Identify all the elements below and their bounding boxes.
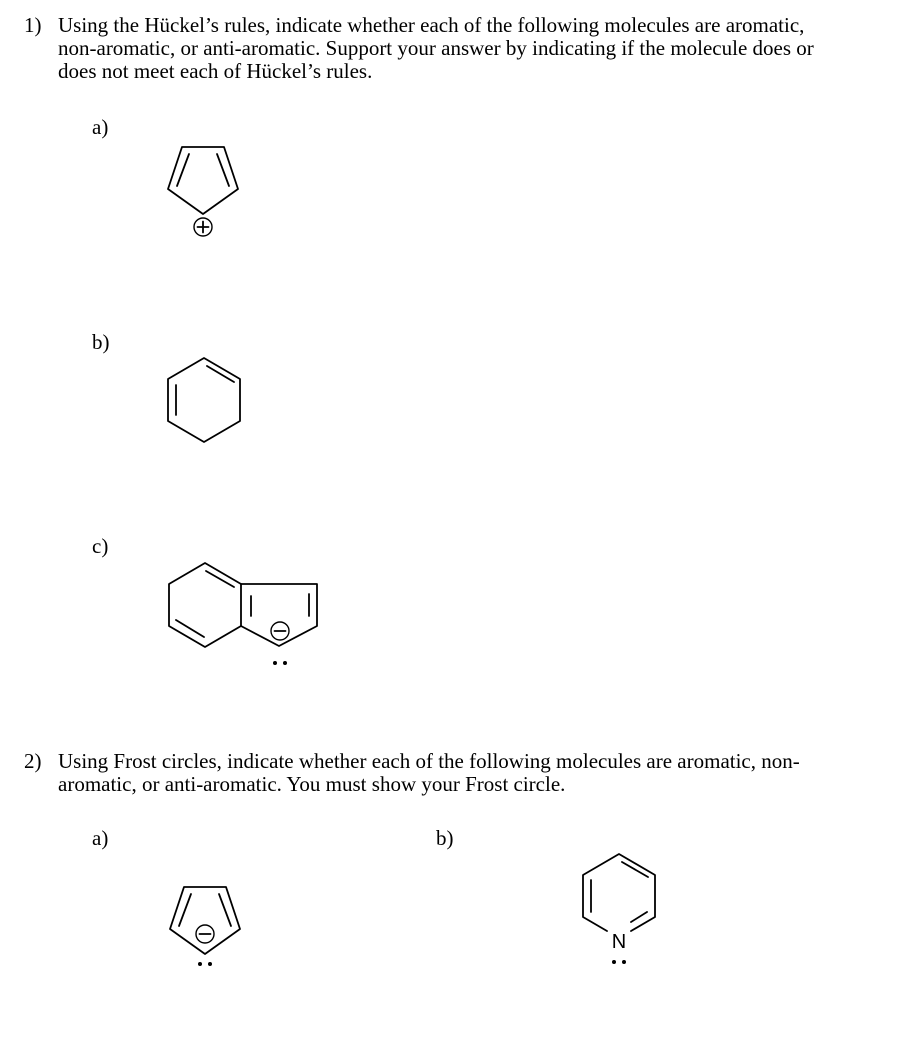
question-1-line: does not meet each of Hückel’s rules. — [58, 59, 373, 83]
molecule-1a-cyclopentadienyl-cation — [168, 147, 238, 236]
part-label-1c: c) — [92, 534, 109, 558]
double-bond-inner — [631, 912, 647, 922]
question-2-number: 2) — [24, 749, 42, 773]
question-2-line: aromatic, or anti-aromatic. You must show your Frost circle. — [58, 772, 566, 796]
question-1-number: 1) — [24, 13, 42, 37]
part-label-1a: a) — [92, 115, 109, 139]
question-1-line: Using the Hückel’s rules, indicate whether each of the following molecules are aromatic, — [58, 13, 805, 37]
lone-pair-dot — [208, 962, 212, 966]
question-1-line: non-aromatic, or anti-aromatic. Support your answer by indicating if the molecule does or — [58, 36, 814, 60]
benzene-ring — [169, 563, 241, 647]
double-bond-inner — [176, 620, 204, 637]
part-label-2a: a) — [92, 826, 109, 850]
molecule-1c-indenyl-anion — [169, 563, 317, 665]
ring-bonds — [583, 854, 655, 931]
question-2-line: Using Frost circles, indicate whether each of the following molecules are aromatic, non- — [58, 749, 800, 773]
lone-pair-dot — [273, 661, 277, 665]
nitrogen-atom-label: N — [611, 931, 627, 953]
molecule-1b-cyclohexene — [168, 358, 240, 442]
part-label-1b: b) — [92, 330, 110, 354]
lone-pair-dot — [283, 661, 287, 665]
molecule-2a-cyclopentadienyl-anion — [170, 887, 240, 966]
lone-pair-dot — [612, 960, 616, 964]
double-bond-inner — [206, 571, 234, 587]
ring-bonds — [168, 358, 240, 442]
lone-pair-dot — [622, 960, 626, 964]
molecule-2b-pyridine — [583, 854, 655, 964]
lone-pair-dot — [198, 962, 202, 966]
part-label-2b: b) — [436, 826, 454, 850]
